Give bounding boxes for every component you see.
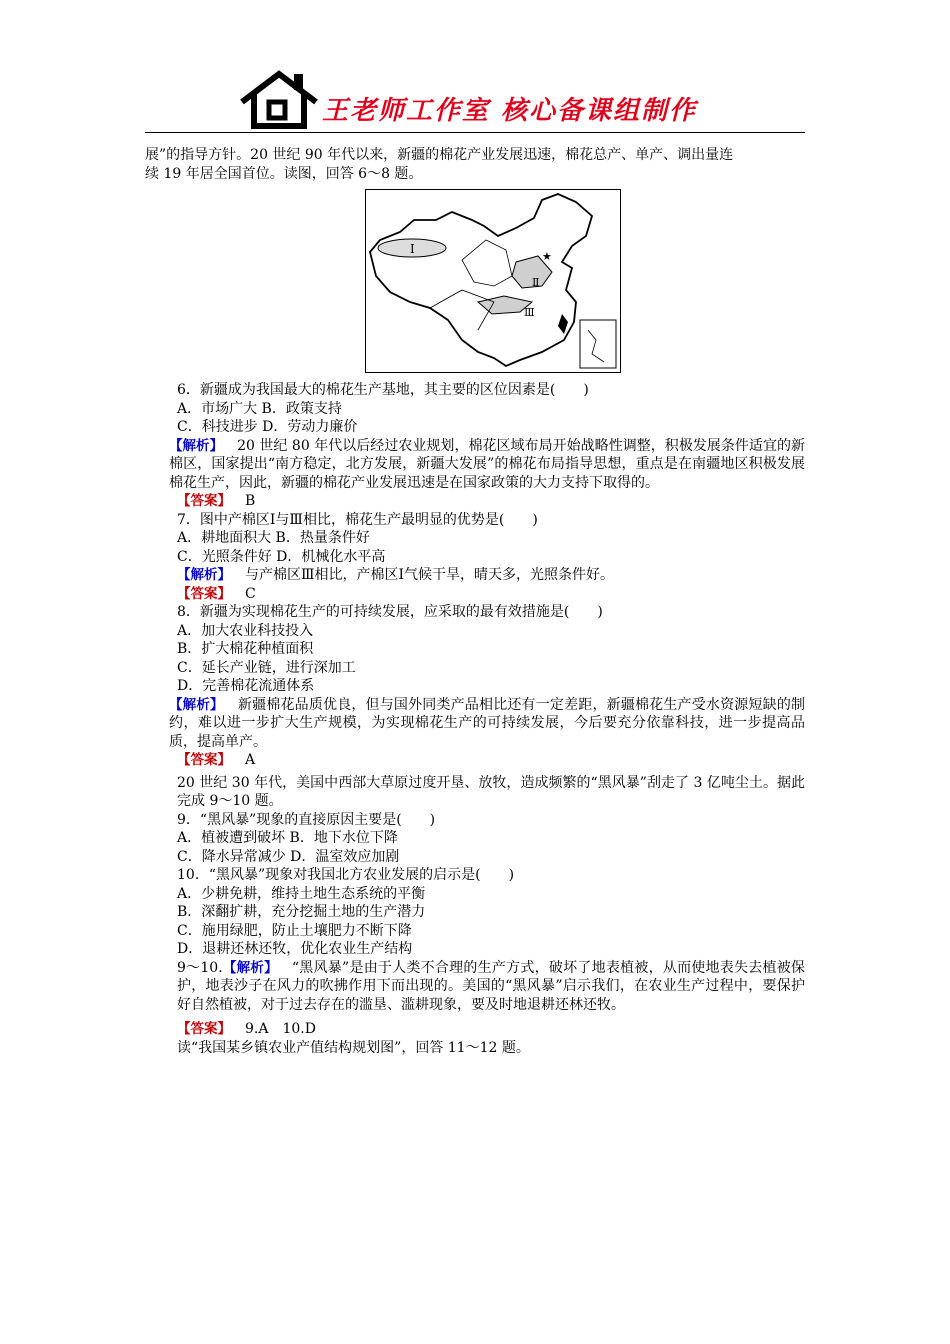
q6-options-ab: A．市场广大 B．政策支持 (177, 400, 342, 417)
q8-analysis-text: 新疆棉花品质优良，但与国外同类产品相比还有一定差距，新疆棉花生产受水资源短缺的制约，难以进一步扩大生产规模，为实现棉花生产的可持续发展，今后要充分依靠科技，进一步提高品质，提高单产。 (169, 696, 806, 750)
map-star-marker: ★ (542, 250, 552, 263)
q9-options-cd: C．降水异常减少 D．温室效应加剧 (177, 848, 400, 865)
answer-tag: 【答案】 (177, 493, 231, 509)
q7-analysis-text: 与产棉区Ⅲ相比，产棉区Ⅰ气候干旱，晴天多，光照条件好。 (245, 567, 615, 583)
q6-answer (145, 492, 805, 511)
answer-tag: 【答案】 (177, 1021, 231, 1037)
q6-analysis (145, 437, 805, 493)
q10-option-c: C．施用绿肥，防止土壤肥力不断下降 (177, 922, 412, 939)
china-cotton-map (365, 189, 621, 373)
q7-options-ab: A．耕地面积大 B．热量条件好 (177, 530, 370, 546)
map-label-region-3: Ⅲ (524, 306, 535, 319)
brand-title: 王老师工作室 核心备课组制作 (322, 96, 698, 126)
q7-answer-value: C (245, 585, 256, 602)
q6-analysis-text: 20 世纪 80 年代以后经过农业规划，棉花区域布局开始战略性调整，积极发展条件适宜的新棉区，国家提出“南方稳定，北方发展，新疆大发展”的棉花布局指导思想，重点是在南疆地区积极发展棉花生产，因此，新疆的棉花产业发展迅速是在国家政策的大力支持下取得的。 (169, 437, 806, 491)
q9-10-answer-value: 9.A 10.D (245, 1021, 316, 1037)
q10-stem: 10．“黑风暴”现象对我国北方农业发展的启示是( ) (177, 867, 515, 883)
header-divider (145, 132, 805, 133)
page-header (0, 0, 950, 140)
passage-black-storm: 20 世纪 30 年代，美国中西部大草原过度开垦、放牧，造成频繁的“黑风暴”刮走了 3 亿吨尘土。据此完成 9～10 题。 (177, 774, 805, 809)
china-outline-figure (366, 190, 620, 372)
q9-10-answer (145, 1020, 805, 1039)
q10-option-d: D．退耕还林还牧，优化农业生产结构 (177, 941, 413, 957)
document-body (145, 146, 805, 1057)
q7-analysis (145, 566, 805, 585)
q10-option-a: A．少耕免耕，维持土地生态系统的平衡 (177, 885, 426, 902)
q6-answer-value: B (245, 493, 256, 509)
q8-stem: 8．新疆为实现棉花生产的可持续发展，应采取的最有效措施是( ) (177, 604, 603, 620)
q8-option-a: A．加大农业科技投入 (177, 622, 314, 639)
answer-tag: 【答案】 (177, 752, 231, 768)
q8-answer-value: A (245, 752, 256, 768)
q7-options-cd: C．光照条件好 D．机械化水平高 (177, 548, 386, 565)
analysis-tag: 【解析】 (222, 959, 278, 976)
analysis-tag: 【解析】 (169, 696, 224, 713)
q9-10-analysis (145, 959, 805, 1015)
q7-answer (145, 585, 805, 604)
q8-option-b: B．扩大棉花种植面积 (177, 641, 314, 657)
analysis-tag: 【解析】 (177, 567, 231, 583)
map-label-region-1: Ⅰ (410, 242, 415, 256)
closing-prompt: 读“我国某乡镇农业产值结构规划图”，回答 11～12 题。 (177, 1039, 530, 1056)
answer-tag: 【答案】 (177, 585, 231, 602)
q9-10-analysis-text: “黑风暴”是由于人类不合理的生产方式，破坏了地表植被，从而使地表失去植被保护，地表沙子在风力的吹拂作用下而出现的。美国的“黑风暴”启示我们，在农业生产过程中，要保护好自然植被，对于过去存在的滥垦、滥耕现象，要及时地退耕还林还牧。 (177, 959, 806, 1013)
q8-option-d: D．完善棉花流通体系 (177, 678, 315, 694)
q8-answer (145, 751, 805, 770)
house-logo-icon (238, 68, 320, 130)
q10-option-b: B．深翻扩耕，充分挖掘土地的生产潜力 (177, 904, 426, 920)
q6-stem: 6．新疆成为我国最大的棉花生产基地，其主要的区位因素是( ) (177, 382, 589, 398)
q9-options-ab: A．植被遭到破坏 B．地下水位下降 (177, 830, 398, 846)
q8-option-c: C．延长产业链，进行深加工 (177, 659, 356, 676)
intro-line-2: 续 19 年居全国首位。读图，回答 6～8 题。 (145, 165, 423, 182)
map-label-region-2: Ⅱ (532, 276, 540, 289)
q6-options-cd: C．科技进步 D．劳动力廉价 (177, 419, 358, 435)
q9-10-prefix: 9～10. (177, 959, 223, 976)
q7-stem: 7．图中产棉区Ⅰ与Ⅲ相比，棉花生产最明显的优势是( ) (177, 511, 538, 528)
q9-stem: 9．“黑风暴”现象的直接原因主要是( ) (177, 811, 436, 828)
q8-analysis (145, 696, 805, 752)
intro-line-1: 展”的指导方针。20 世纪 90 年代以来，新疆的棉花产业发展迅速，棉花总产、单产、调出量连 (145, 147, 734, 163)
analysis-tag: 【解析】 (169, 437, 224, 454)
